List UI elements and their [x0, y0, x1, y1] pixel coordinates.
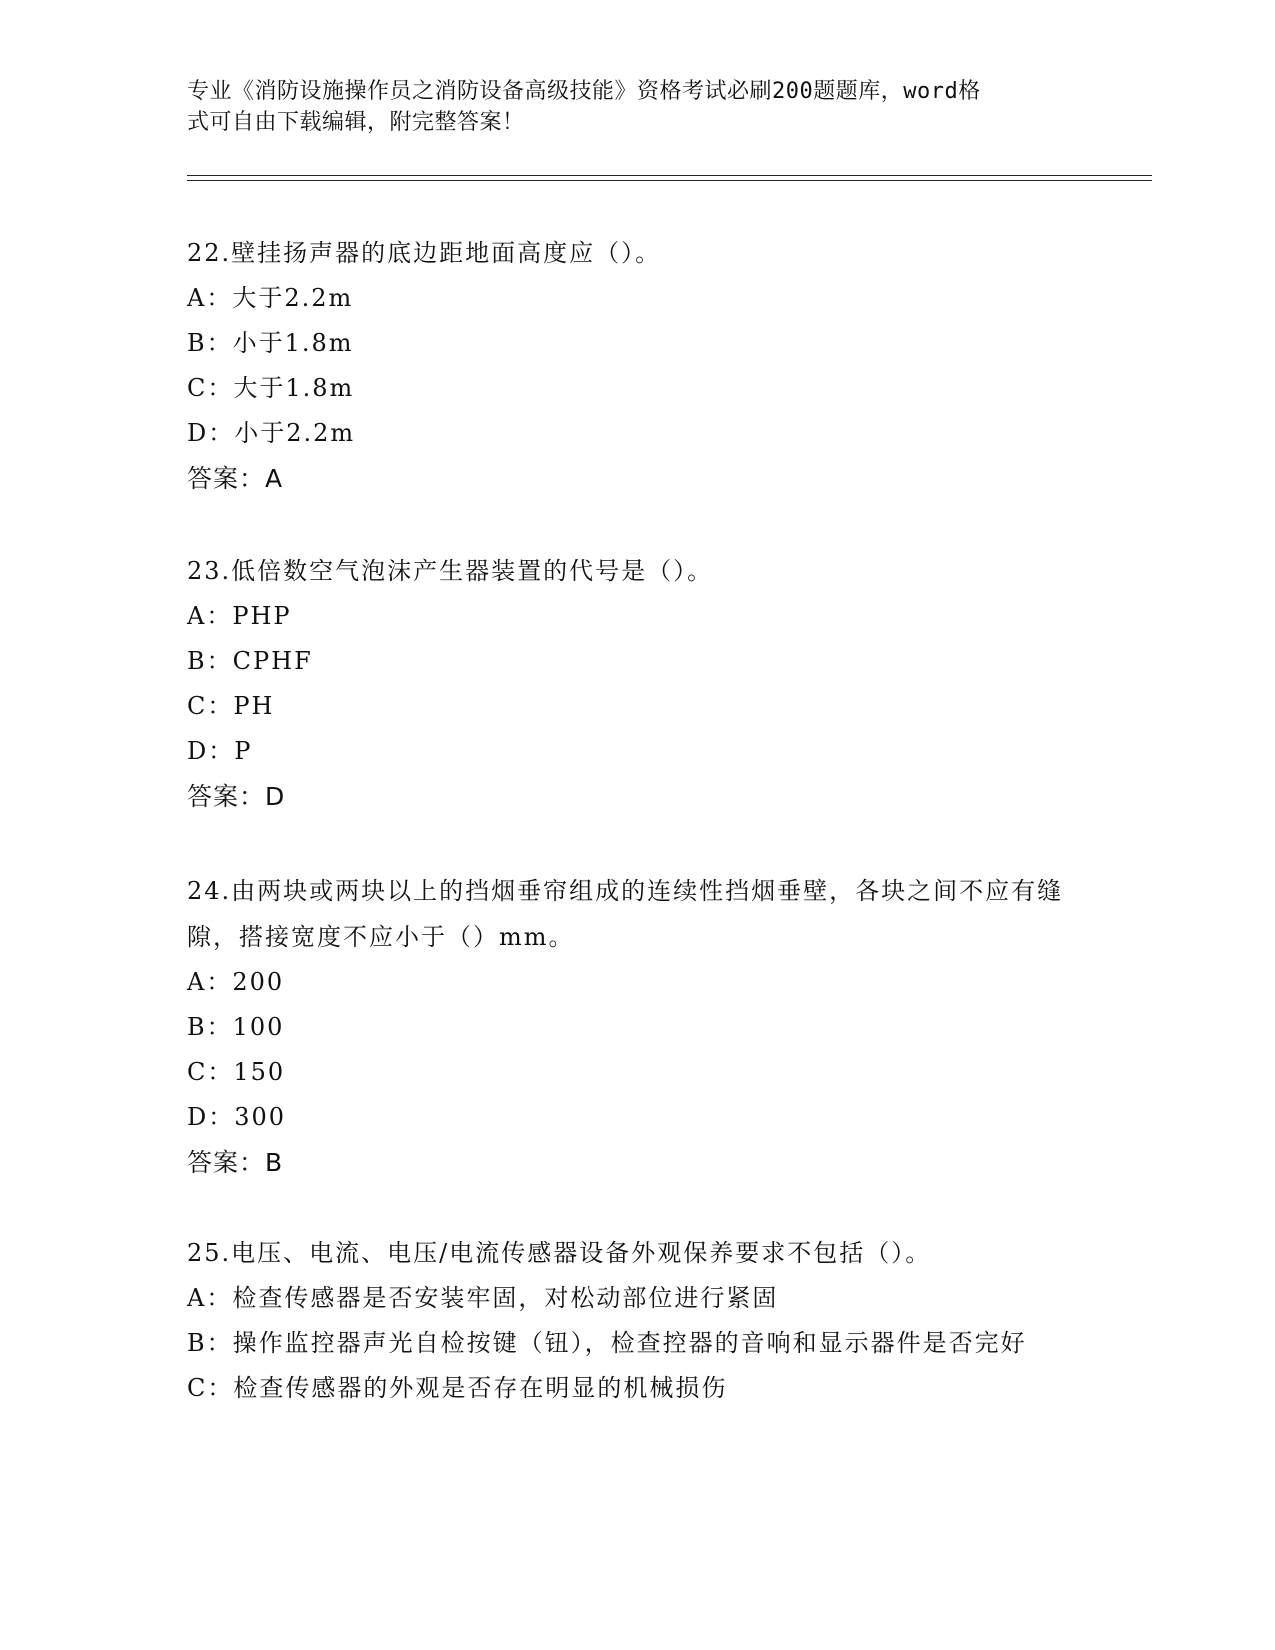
answer: 答案：B [187, 1148, 284, 1177]
question-22 [187, 231, 1087, 501]
question-text: 23.低倍数空气泡沫产生器装置的代号是（）。 [187, 557, 714, 585]
option-b: B：CPHF [187, 647, 313, 675]
question-24 [187, 868, 1087, 1185]
answer: 答案：D [187, 782, 286, 811]
option-b: B：100 [187, 1013, 285, 1041]
option-d: D：300 [187, 1103, 287, 1131]
question-text: 25.电压、电流、电压/电流传感器设备外观保养要求不包括（）。 [187, 1239, 932, 1267]
header-divider-top [187, 175, 1152, 176]
answer: 答案：A [187, 464, 284, 493]
question-23 [187, 549, 1087, 819]
header-divider-bottom [187, 180, 1152, 181]
option-a: A：200 [187, 968, 285, 996]
option-d: D：P [187, 737, 253, 765]
option-a: A：大于2.2m [187, 284, 354, 312]
option-a: A：PHP [187, 602, 292, 630]
option-a: A：检查传感器是否安装牢固，对松动部位进行紧固 [187, 1284, 779, 1312]
document-header [187, 76, 1067, 138]
question-25 [187, 1231, 1087, 1411]
question-text: 24.由两块或两块以上的挡烟垂帘组成的连续性挡烟垂壁，各块之间不应有缝隙，搭接宽度不应小于（）mm。 [187, 877, 1064, 951]
option-d: D：小于2.2m [187, 419, 356, 447]
header-line-1: 专业《消防设施操作员之消防设备高级技能》资格考试必刷200题题库，word格 [187, 79, 981, 104]
question-text: 22.壁挂扬声器的底边距地面高度应（）。 [187, 239, 662, 267]
option-b: B：操作监控器声光自检按键（钮），检查控器的音响和显示器件是否完好 [187, 1329, 1027, 1357]
header-line-2: 式可自由下载编辑，附完整答案！ [187, 110, 525, 135]
option-c: C：检查传感器的外观是否存在明显的机械损伤 [187, 1374, 728, 1402]
option-c: C：PH [187, 692, 275, 720]
option-c: C：大于1.8m [187, 374, 355, 402]
option-c: C：150 [187, 1058, 286, 1086]
option-b: B：小于1.8m [187, 329, 354, 357]
